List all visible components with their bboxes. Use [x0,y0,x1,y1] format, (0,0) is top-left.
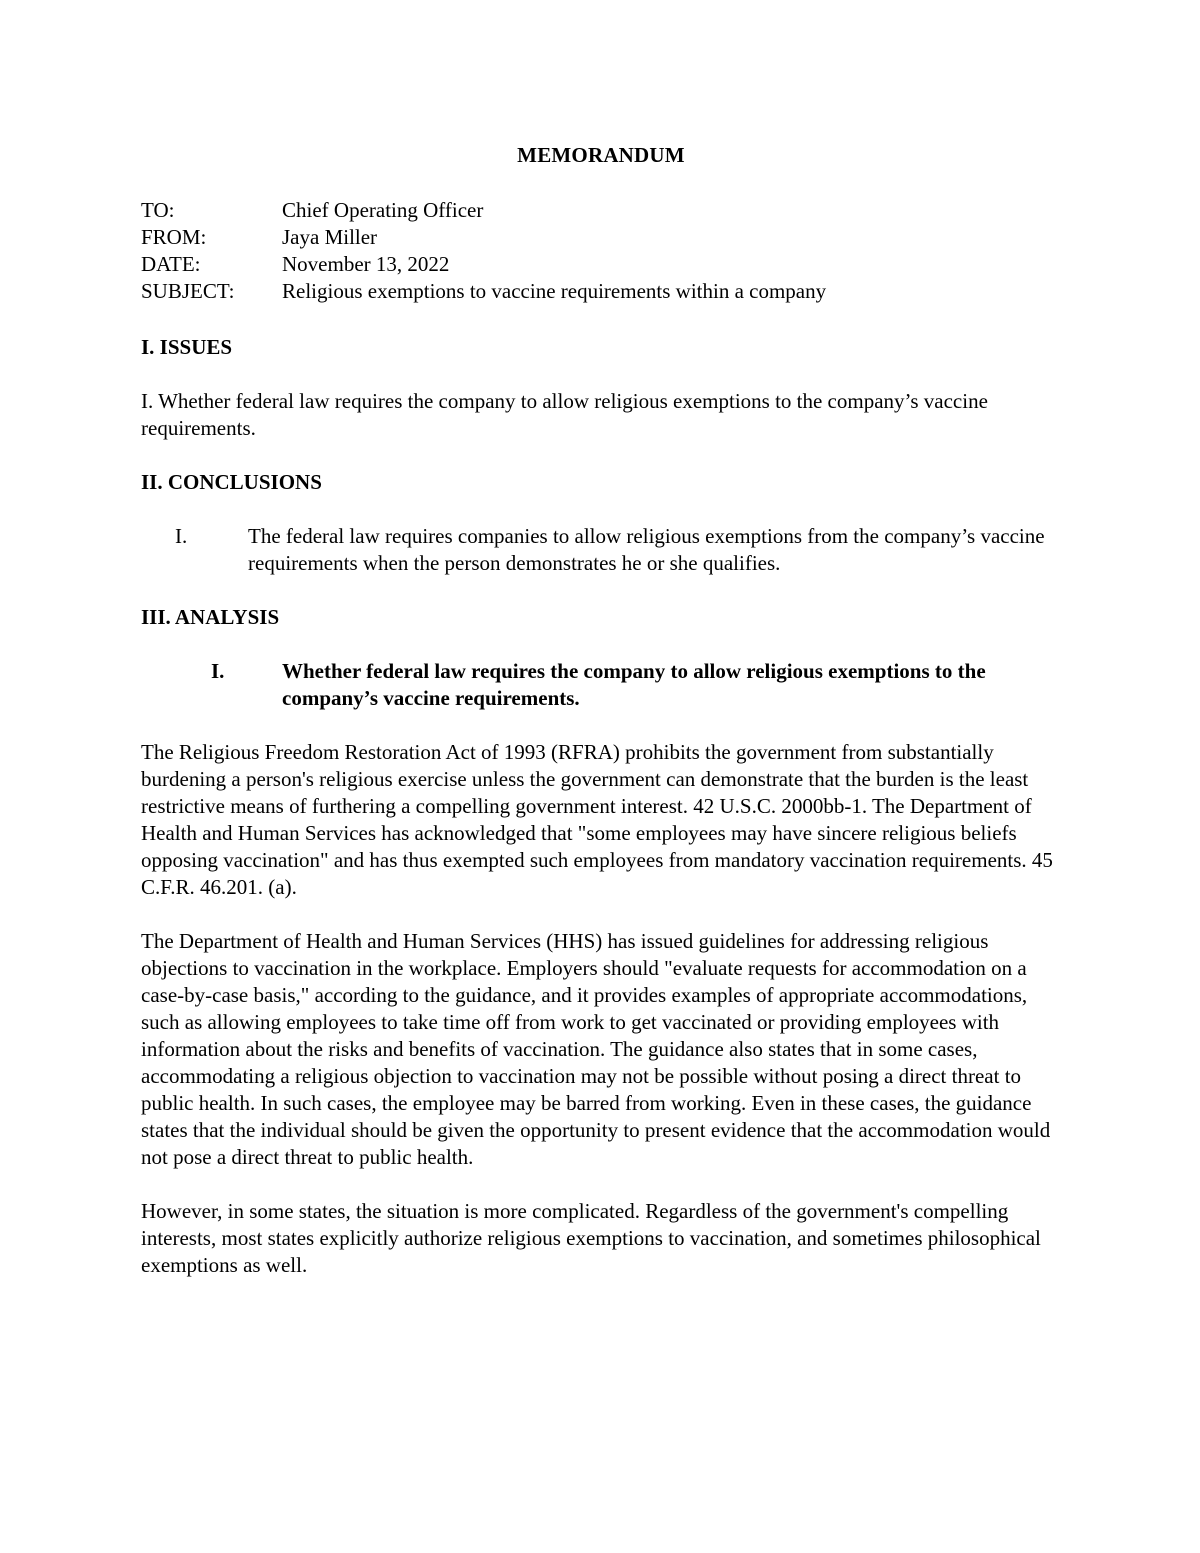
memo-header [141,197,1061,305]
analysis-subheading-text: Whether federal law requires the company to allow religious exemptions to the company’s vaccine requirements. [282,659,986,710]
issues-text: I. Whether federal law requires the company to allow religious exemptions to the company’s vaccine requirements. [141,389,988,440]
header-row-from [141,224,1061,251]
conclusion-text: The federal law requires companies to allow religious exemptions from the company’s vaccine requirements when the person demonstrates he or she qualifies. [248,524,1045,575]
header-row-date [141,251,1061,278]
header-value: Religious exemptions to vaccine requirements within a company [282,279,827,303]
issues-heading: I. ISSUES [141,335,233,359]
conclusions-heading: II. CONCLUSIONS [141,470,322,494]
header-value: Jaya Miller [282,225,378,249]
conclusion-item [141,523,1061,577]
analysis-heading: III. ANALYSIS [141,605,280,629]
memo-page [141,141,1061,1279]
header-label: DATE: [141,252,201,276]
memo-title: MEMORANDUM [517,143,685,167]
analysis-paragraph: The Religious Freedom Restoration Act of 1993 (RFRA) prohibits the government from substantially burdening a person's religious exercise unless the government can demonstrate that the burden is the least restrictive means of furthering a compelling government interest. 42 U.S.C. 2000bb-1. The Department of Health and Human Services has acknowledged that "some employees may have sincere religious beliefs opposing vaccination" and has thus exempted such employees from mandatory vaccination requirements. 45 C.F.R. 46.201. (a). [141,740,1053,899]
header-row-to [141,197,1061,224]
analysis-paragraph: The Department of Health and Human Services (HHS) has issued guidelines for addressing religious objections to vaccination in the workplace. Employers should "evaluate requests for accommodation on a case-by-case basis," according to the guidance, and it provides examples of appropriate accommodations, such as allowing employees to take time off from work to get vaccinated or providing employees with information about the risks and benefits of vaccination. The guidance also states that in some cases, accommodating a religious objection to vaccination may not be possible without posing a direct threat to public health. In such cases, the employee may be barred from working. Even in these cases, the guidance states that the individual should be given the opportunity to present evidence that the accommodation would not pose a direct threat to public health. [141,929,1051,1169]
header-label: TO: [141,198,175,222]
analysis-paragraph: However, in some states, the situation is more complicated. Regardless of the government's compelling interests, most states explicitly authorize religious exemptions to vaccination, and sometimes philosophical exemptions as well. [141,1199,1041,1277]
header-label: SUBJECT: [141,279,235,303]
analysis-subheading [141,658,1061,712]
analysis-subheading-number: I. [211,659,225,683]
header-value: November 13, 2022 [282,252,450,276]
header-row-subject [141,278,1061,305]
header-label: FROM: [141,225,207,249]
conclusion-number: I. [175,524,188,548]
header-value: Chief Operating Officer [282,198,484,222]
